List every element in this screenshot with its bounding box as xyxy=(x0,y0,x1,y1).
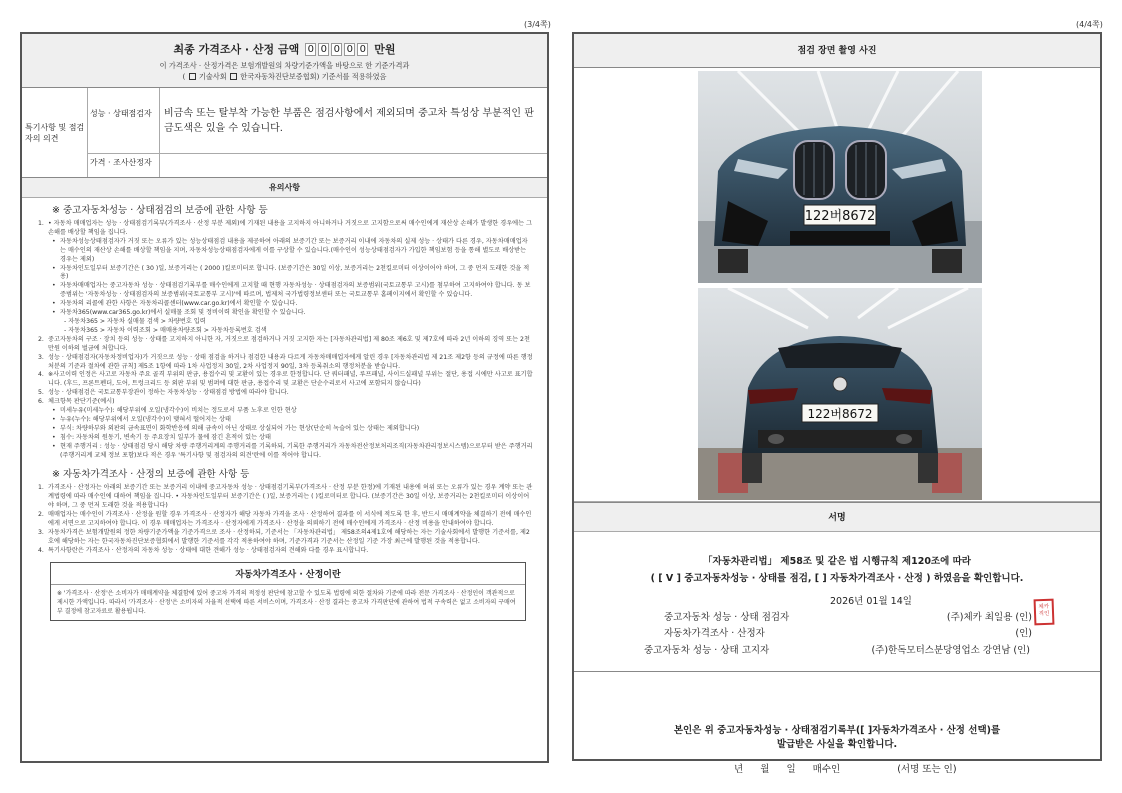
left-page xyxy=(20,32,549,763)
notice-subline: - 자동차365 > 자동차 실매물 검색 > 차량번호 입력 xyxy=(64,317,206,325)
special-notes-section xyxy=(22,88,547,178)
amount-digit: 0 xyxy=(305,43,316,56)
notice-bullet: • 현재 주행거리 : 성능 · 상태점검 당시 해당 차량 주행거리계의 주행거리를 기록하되, 기록한 주행거리가 자동차전산정보처리조직(자동차관리정보시스템)으로부터 받은 주행거리(주행거리계 교체 정보 포함)보다 적은 경우 '특기사항 및 점검자의 의견'란에 이를 적어야 합니다. xyxy=(38,443,533,461)
notice-subline: - 자동차365 > 자동차 이력조회 > 매매용차량조회 > 자동차등록번호 검색 xyxy=(64,326,267,334)
notice-item: 3. 자동차가격은 보험개발원의 정한 차량기준가액을 기준가격으로 조사 · 산정하되, 기준서는 「자동차관리법」 제58조의4제1호에 해당하는 자는 기술사회에서 발행한 기준서를, 제2호에 해당하는 자는 한국자동차진단보증협회에서 발행한 기준서를 각각 적용하여야 하며, 기준가격과 기준서는 산정일 기준 가장 최근에 발행된 것을 적용합니다. xyxy=(38,529,530,545)
rear-plate-text: 122버8672 xyxy=(807,407,873,421)
final-price-title: 최종 가격조사 · 산정 금액 xyxy=(173,43,300,56)
section1-title: ※ 중고자동차성능 · 상태점검의 보증에 관한 사항 등 xyxy=(52,205,268,216)
signature-header: 서명 xyxy=(574,502,1100,532)
buyer-confirmation: 본인은 위 중고자동차성능 · 상태점검기록부([ ]자동차가격조사 · 산정 선택)를 발급받은 사실을 확인합니다. xyxy=(673,725,1001,750)
final-price-subtitle: 이 가격조사 · 산정가격은 보험개발원의 차량기준가액을 바탕으로 한 기준가격과 xyxy=(159,61,410,70)
checkbox-tech-society[interactable] xyxy=(189,73,196,80)
notice-bullet: • 자동차성능상태점검자가 거짓 또는 오류가 있는 성능상태점검 내용을 제공하여 아래의 보증기간 또는 보증거리 이내에 자동차의 실제 성능 · 상태가 다른 경우, 자동차매매업자는 매수인의 재산상 손해를 배상할 책임을 지며, 자동차성능상태점검자에게 이를 구상할 수 있습니다.(매수인이 성능상태점검자가 가입한 책임보험 등을 통해 별도로 배상받는 경우는 제외) xyxy=(38,238,533,265)
notice-item: 2. 중고자동차의 구조 · 장치 등의 성능 · 상태를 고지하지 아니한 자, 거짓으로 점검하거나 거짓 고지한 자는 [자동차관리법] 제 80조 제6호 및 제7호에 따라 2년 이하의 징역 또는 2천만원 이하의 벌금에 처합니다. xyxy=(38,335,530,352)
signer-row: 중고자동차 성능 · 상태 점검자 (주)체카 최일용 (인) xyxy=(664,612,1032,623)
notice-bullet: • 침수: 자동차의 원동기, 변속기 등 주요장치 일부가 물에 잠긴 흔적이 있는 상태 xyxy=(38,434,533,443)
notice-bullet: • 자동차365(www.car365.go.kr)에서 실매물 조회 및 정비이력 확인을 확인할 수 있습니다. xyxy=(38,309,533,318)
signer-row: 중고자동차 성능 · 상태 고지자 (주)한독모터스분당영업소 강연남 (인) xyxy=(644,645,1030,656)
buyer-confirm-fields: 년 월 일 매수인 (서명 또는 인) xyxy=(734,764,957,775)
notice-header: 유의사항 xyxy=(22,178,547,198)
notice-item: 2. 매매업자는 매수인이 가격조사 · 산정을 원할 경우 가격조사 · 산정자가 해당 자동차 가격을 조사 · 산정하여 결과를 이 서식에 적도록 한 후, 반드시 매매계약을 체결하기 전에 매수인에게 서면으로 고지하여야 합니다. 이 경우 매매업자는 가격조사 · 산정자에게 가격조사 · 산정을 의뢰하기 전에 매수인에게 가격조사 · 산정 비용을 안내하여야 합니다. xyxy=(38,511,532,528)
company-seal-icon: 체카 직인 xyxy=(1034,599,1055,626)
front-photo xyxy=(698,71,982,283)
amount-digit: 0 xyxy=(318,43,329,56)
page-number-right: (4/4쪽) xyxy=(1076,20,1103,29)
appraisal-info-title: 자동차가격조사 · 산정이란 xyxy=(51,563,525,585)
special-notes-label: 특기사항 및 점검자의 의견 xyxy=(22,88,88,177)
notice-bullet: • 누유(누수): 해당부위에서 오일(냉각수)이 맺혀서 떨어지는 상태 xyxy=(38,416,533,425)
standard-options: ( 기술사회 한국자동차진단보증협회) 기준서를 적용하였음 xyxy=(182,72,387,81)
appraiser-label: 가격 · 조사산정자 xyxy=(88,154,160,177)
inspection-photos xyxy=(574,68,1100,502)
right-page xyxy=(572,32,1102,775)
notice-bullet: • 부식: 차량하부와 외판의 금속표면이 화학반응에 의해 금속이 아닌 상태로 상실되어 가는 현상(단순히 녹슬어 있는 상태는 제외합니다) xyxy=(38,425,533,434)
appraisal-info-text: ※ '가격조사 · 산정'은 소비자가 매매계약을 체결함에 있어 중고차 가격의 적정성 판단에 참고할 수 있도록 법령에 의한 절차와 기준에 따라 전문 가격조사 · 산정인이 객관적으로 제시한 가액입니다. 따라서 '가격조사 · 산정'은 소비자의 자율적 선택에 따른 서비스이며, 가격조사 · 산정 결과는 중고차 가격판단에 관하여 법적 구속력은 없고 소비자의 구매여부 결정에 참고자료로 활용됩니다. xyxy=(57,589,516,615)
appraisal-info-box xyxy=(50,562,526,621)
notice-bullet: • 자동차매매업자는 중고자동차 성능 · 상태점검기록부를 매수인에게 고지할 때 현행 자동차성능 · 상태점검자의 보증범위(국토교통부 고시)를 첨부하여 고지하여야 합니다. 동 보증범위는 '자동차성능 · 상태점검자의 보증범위(국토교통부 고시)'에 따르며, 법제처 국가법령정보센터 또는 국토교통부 홈페이지에서 확인할 수 있습니다. xyxy=(38,282,533,300)
amount-digit: 0 xyxy=(357,43,368,56)
page-number-left: (3/4쪽) xyxy=(524,20,551,29)
amount-digit: 0 xyxy=(331,43,342,56)
notice-item: 4. ※사고이력 인정은 사고로 자동차 주요 골격 부위의 판금, 용접수리 및 교환이 있는 경우로 한정합니다. 단 쿼터패널, 루프패널, 사이드실패널 부위는 절단, 용접 시에만 사고로 표기합니다. (후드, 프론트펜더, 도어, 트렁크리드 등 외판 부위 및 범퍼에 대한 판금, 용접수리 및 교환은 단순수리로서 사고에 포함되지 않습니다) xyxy=(38,371,533,388)
section2-body xyxy=(22,484,547,555)
notice-item: 1. 가격조사 · 산정자는 아래의 보증기간 또는 보증거리 이내에 중고자동차 성능 · 상태점검기록부(가격조사 · 산정 부분 한정)에 기재된 내용에 허위 또는 오류가 있는 경우 계약 또는 관계법령에 따라 매수인에 대하여 책임을 집니다. • 자동차인도일부터 보증기간은 ( )일, 보증거리는 ( )킬로미터로 합니다. (보증기간은 30일 이상, 보증거리는 2천킬로미터 이상이어야 하며, 그 중 먼저 도래한 것을 적용합니다) xyxy=(38,484,533,510)
amount-digits xyxy=(305,43,368,56)
section2-title: ※ 자동차가격조사 · 산정의 보증에 관한 사항 등 xyxy=(52,469,250,481)
checkbox-kadwa[interactable] xyxy=(230,73,237,80)
signer-row: 자동차가격조사 · 산정자 (인) xyxy=(664,628,1032,639)
rear-photo xyxy=(698,288,982,500)
amount-unit: 만원 xyxy=(374,43,396,56)
amount-digit: 0 xyxy=(344,43,355,56)
appraiser-opinion-text xyxy=(160,154,547,177)
notice-item: 6. 체크항목 판단기준(예시) xyxy=(38,398,115,406)
photos-header: 점검 장면 촬영 사진 xyxy=(574,34,1100,68)
front-plate-text: 122버8672 xyxy=(804,209,876,224)
law-statement-line1: 「자동차관리법」 제58조 및 같은 법 시행규칙 제120조에 따라 xyxy=(703,556,971,567)
notice-item: 5. 성능 · 상태점검은 국토교통부장관이 정하는 자동차성능 · 상태점검 방법에 따라야 합니다. xyxy=(38,389,289,397)
section1-body xyxy=(22,220,547,460)
notice-item: 3. 성능 · 상태점검자(자동차정비업자)가 거짓으로 성능 · 상태 점검을 하거나 점검한 내용과 다르게 자동차매매업자에게 알린 경우 [자동차관리법 제 21조 제2항 등의 규정에 따른 행정처분의 기준과 절차에 관한 규칙] 제5조 1항에 따라 1차 사업정지 30일, 2차 사업정지 90일, 3차 등록취소의 행정처분을 받습니다. xyxy=(38,353,533,370)
inspector-opinion-text: 비금속 또는 탈부착 가능한 부품은 점검사항에서 제외되며 중고차 특성상 부분적인 판금도색은 있을 수 있습니다. xyxy=(164,108,534,134)
signature-date: 2026년 01월 14일 xyxy=(830,596,912,607)
notice-item: 4. 특기사항란은 가격조사 · 산정자의 자동차 성능 · 상태에 대한 견해가 성능 · 상태점검자의 견해와 다를 경우 표시합니다. xyxy=(38,546,369,554)
notice-bullet: • 자동차의 리콜에 관한 사항은 자동차리콜센터(www.car.go.kr)에서 확인할 수 있습니다. xyxy=(38,300,533,309)
inspector-label: 성능 · 상태점검자 xyxy=(88,88,160,153)
notice-bullet: • 자동차인도일부터 보증기간은 ( 30 )일, 보증거리는 ( 2000 )킬로미터로 합니다. (보증기간은 30일 이상, 보증거리는 2천킬로미터 이상이어야 하며, 그 중 먼저 도래한 것을 적용) xyxy=(38,265,533,283)
final-price-header xyxy=(22,34,547,88)
notice-bullet: • 미세누유(미세누수): 해당부위에 오일(냉각수)이 비치는 정도로서 부품 노후로 인한 현상 xyxy=(38,407,533,416)
notice-item: 1. • 자동차 매매업자는 성능 · 상태점검기록부(가격조사 · 산정 부분 제외)에 기재된 내용을 고지하지 아니하거나 거짓으로 고지함으로써 매수인에게 재산상 손해가 발생한 경우에는 그 손해를 배상할 책임을 집니다. xyxy=(38,220,533,236)
signature-section xyxy=(574,532,1100,672)
law-statement-line2: ( [ V ] 중고자동차성능 · 상태를 점검, [ ] 자동차가격조사 · 산정 ) 하였음을 확인합니다. xyxy=(650,573,1024,584)
